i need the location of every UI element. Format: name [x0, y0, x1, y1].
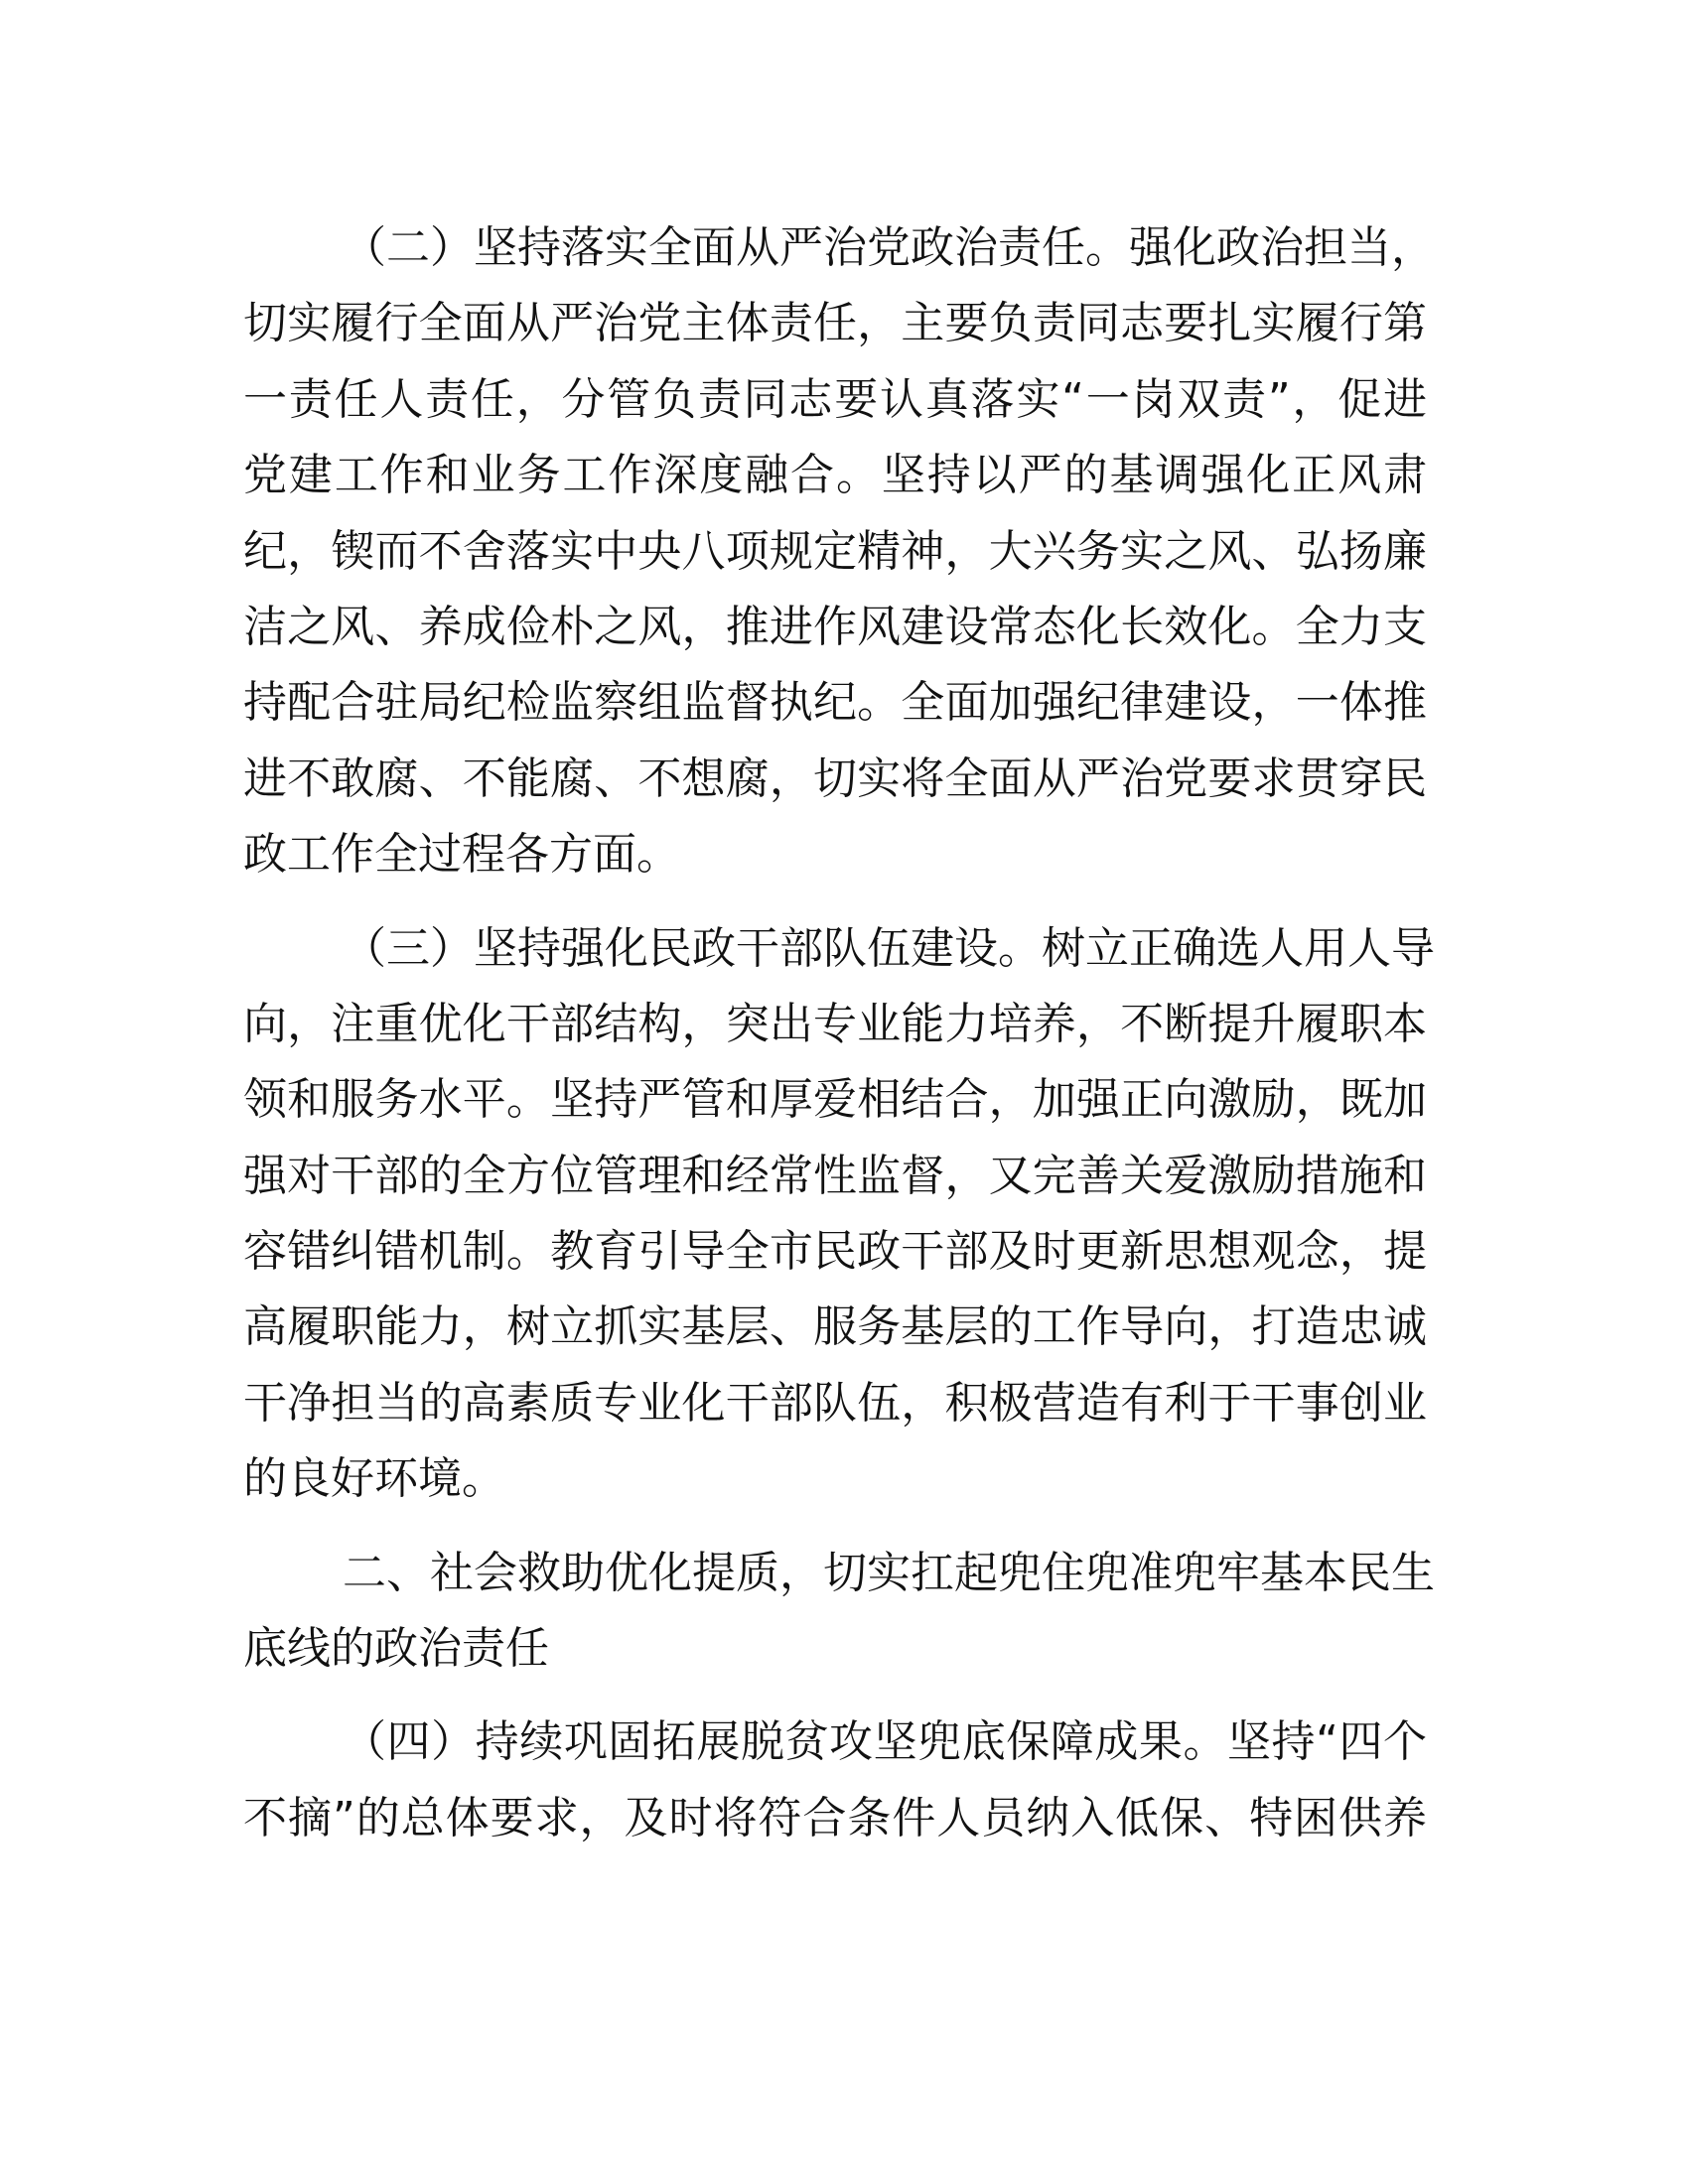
- text-line: 一责任人责任，分管负责同志要认真落实“一岗双责”，促进: [243, 373, 1427, 425]
- text-line: 政工作全过程各方面。: [243, 829, 680, 881]
- text-line: 洁之风、养成俭朴之风，推进作风建设常态化长效化。全力支: [243, 601, 1427, 652]
- text-line: 底线的政治责任: [243, 1623, 549, 1675]
- text-line: 的良好环境。: [243, 1453, 505, 1505]
- document-page: [243, 210, 1435, 1874]
- paragraph: [243, 911, 1435, 1518]
- text-line: 纪，锲而不舍落实中央八项规定精神，大兴务实之风、弘扬廉: [243, 525, 1427, 577]
- paragraph: [243, 210, 1435, 893]
- text-line: 进不敢腐、不能腐、不想腐，切实将全面从严治党要求贯穿民: [243, 752, 1427, 804]
- text-line: （二）坚持落实全面从严治党政治责任。强化政治担当，: [343, 222, 1435, 273]
- text-line: 容错纠错机制。教育引导全市民政干部及时更新思想观念，提: [243, 1226, 1427, 1278]
- text-line: （四）持续巩固拓展脱贫攻坚兜底保障成果。坚持“四个: [343, 1716, 1427, 1768]
- text-line: 切实履行全面从严治党主体责任，主要负责同志要扎实履行第: [243, 298, 1427, 349]
- text-line: 高履职能力，树立抓实基层、服务基层的工作导向，打造忠诚: [243, 1301, 1427, 1353]
- paragraph: [243, 1705, 1427, 1856]
- text-line: 持配合驻局纪检监察组监督执纪。全面加强纪律建设，一体推: [243, 677, 1427, 729]
- text-line: 强对干部的全方位管理和经常性监督，又完善关爱激励措施和: [243, 1150, 1427, 1201]
- text-line: 党建工作和业务工作深度融合。坚持以严的基调强化正风肃: [243, 450, 1427, 501]
- text-line: 不摘”的总体要求，及时将符合条件人员纳入低保、特困供养: [243, 1792, 1427, 1843]
- section-heading: [243, 1536, 1435, 1688]
- text-line: （三）坚持强化民政干部队伍建设。树立正确选人用人导: [343, 922, 1435, 974]
- text-line: 向，注重优化干部结构，突出专业能力培养，不断提升履职本: [243, 998, 1427, 1049]
- text-line: 二、社会救助优化提质，切实扛起兜住兜准兜牢基本民生: [343, 1547, 1435, 1598]
- text-line: 领和服务水平。坚持严管和厚爱相结合，加强正向激励，既加: [243, 1074, 1427, 1126]
- text-line: 干净担当的高素质专业化干部队伍，积极营造有利于干事创业: [243, 1377, 1427, 1429]
